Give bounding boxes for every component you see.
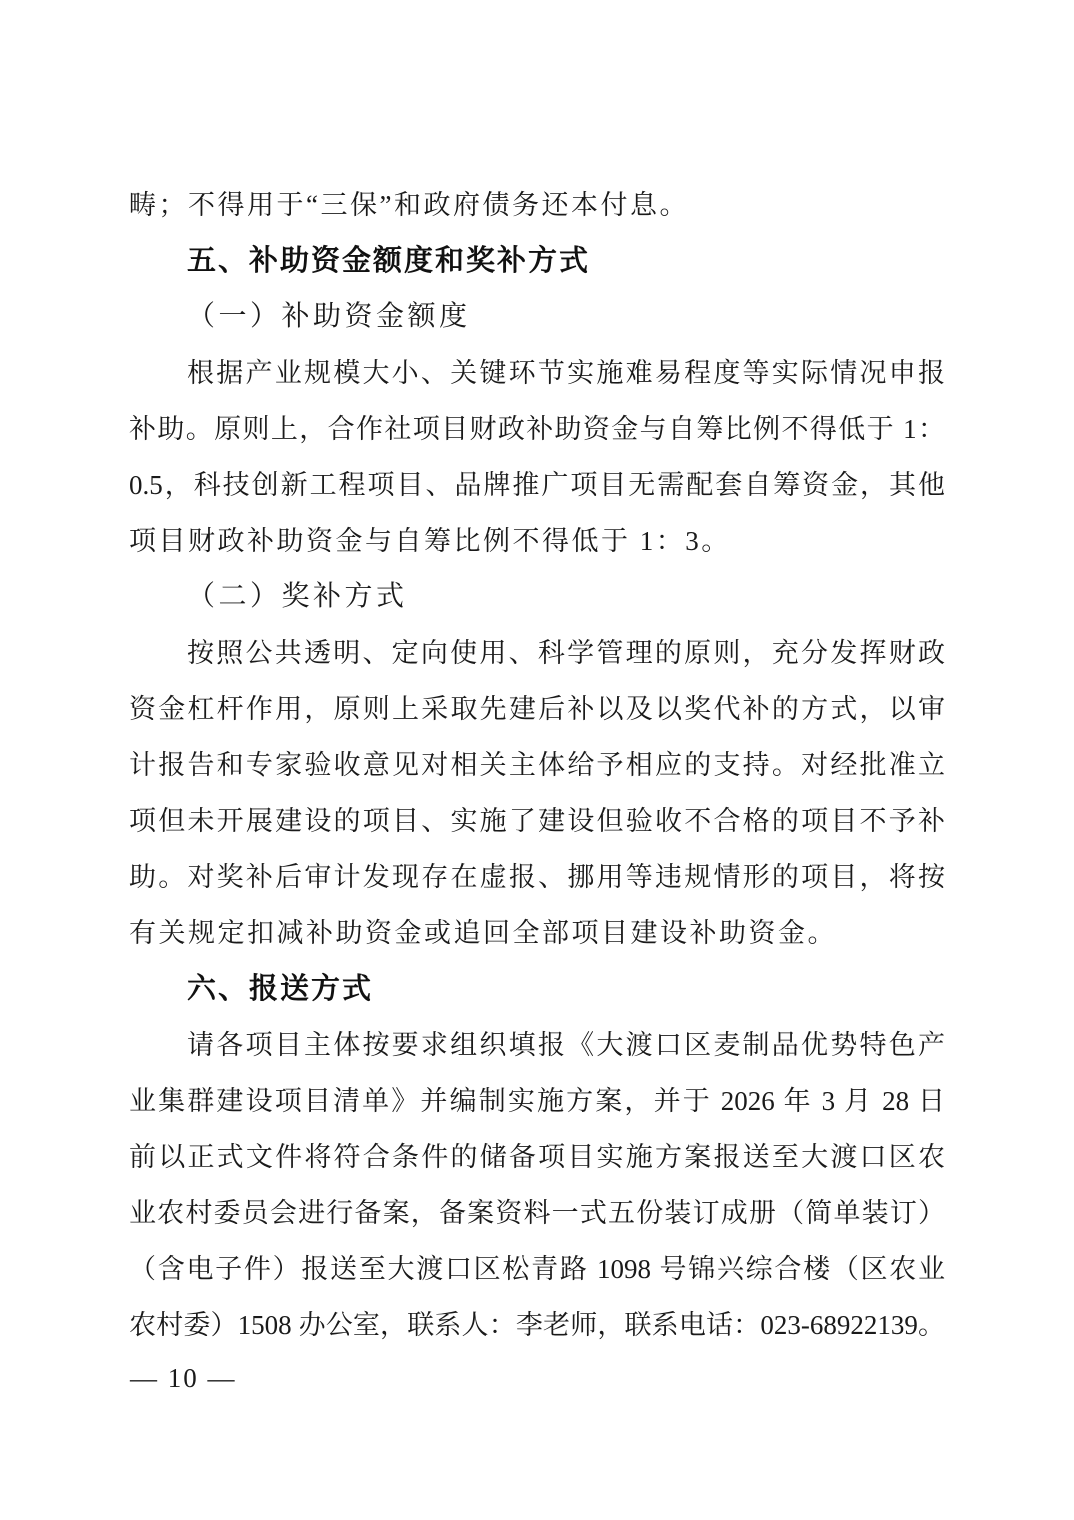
paragraph-line: （含电子件）报送至大渡口区松青路 1098 号锦兴综合楼（区农业: [129, 1254, 945, 1284]
continuation-line: 畴；不得用于“三保”和政府债务还本付息。: [129, 190, 689, 220]
paragraph-line: 按照公共透明、定向使用、科学管理的原则，充分发挥财政: [187, 638, 945, 668]
page-number: — 10 —: [130, 1363, 237, 1393]
paragraph-line: 项但未开展建设的项目、实施了建设但验收不合格的项目不予补: [129, 806, 945, 836]
paragraph-line: 根据产业规模大小、关键环节实施难易程度等实际情况申报: [187, 358, 945, 388]
paragraph-line: 请各项目主体按要求组织填报《大渡口区麦制品优势特色产: [187, 1030, 945, 1060]
paragraph-line: 补助。原则上，合作社项目财政补助资金与自筹比例不得低于 1：: [129, 414, 945, 444]
paragraph-line: 业集群建设项目清单》并编制实施方案，并于 2026 年 3 月 28 日: [129, 1086, 945, 1116]
subsection-heading-5-1: （一）补助资金额度: [187, 301, 471, 332]
paragraph-line: 农村委）1508 办公室，联系人：李老师，联系电话：023-68922139。: [129, 1310, 945, 1340]
paragraph-line: 助。对奖补后审计发现存在虚报、挪用等违规情形的项目，将按: [129, 862, 945, 892]
section-heading-6: 六、报送方式: [187, 973, 374, 1005]
paragraph-line: 计报告和专家验收意见对相关主体给予相应的支持。对经批准立: [129, 750, 945, 780]
paragraph-line: 资金杠杆作用，原则上采取先建后补以及以奖代补的方式，以审: [129, 694, 945, 724]
paragraph-line: 项目财政补助资金与自筹比例不得低于 1：3。: [129, 526, 731, 556]
paragraph-line: 前以正式文件将符合条件的储备项目实施方案报送至大渡口区农: [129, 1142, 945, 1172]
paragraph-line: 业农村委员会进行备案，备案资料一式五份装订成册（简单装订）: [129, 1198, 945, 1228]
paragraph-line: 0.5，科技创新工程项目、品牌推广项目无需配套自筹资金，其他: [129, 470, 945, 500]
paragraph-line: 有关规定扣减补助资金或追回全部项目建设补助资金。: [129, 918, 837, 948]
section-heading-5: 五、补助资金额度和奖补方式: [187, 245, 591, 277]
document-body: [129, 177, 945, 1353]
subsection-heading-5-2: （二）奖补方式: [187, 581, 408, 612]
